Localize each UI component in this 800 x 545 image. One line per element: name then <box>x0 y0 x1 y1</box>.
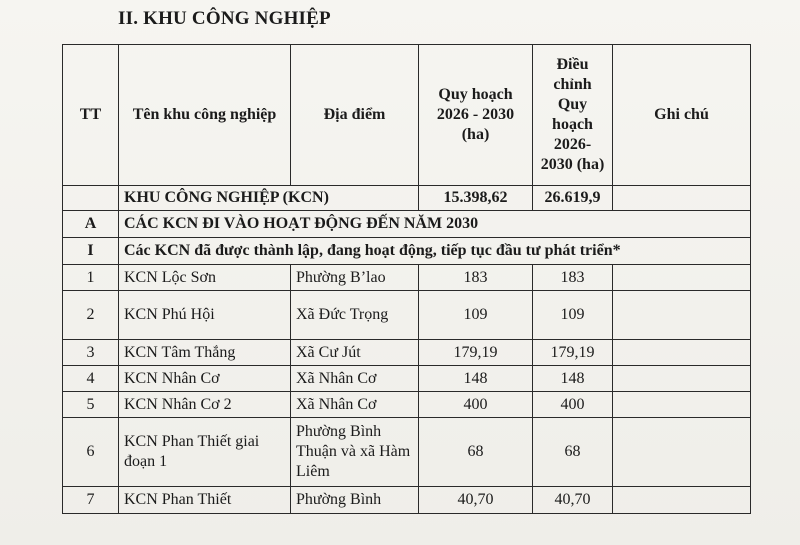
row-plan: 148 <box>419 366 533 392</box>
total-plan: 15.398,62 <box>419 186 533 211</box>
header-location: Địa điểm <box>291 45 419 186</box>
total-tt <box>63 186 119 211</box>
row-location: Xã Đức Trọng <box>291 291 419 340</box>
header-note: Ghi chú <box>613 45 751 186</box>
row-name: KCN Phan Thiết giai đoạn 1 <box>119 418 291 487</box>
group-a-label: CÁC KCN ĐI VÀO HOẠT ĐỘNG ĐẾN NĂM 2030 <box>119 211 751 238</box>
header-adjusted: Điều chỉnh Quy hoạch 2026-2030 (ha) <box>533 45 613 186</box>
row-location: Phường B’lao <box>291 265 419 291</box>
row-name: KCN Nhân Cơ 2 <box>119 392 291 418</box>
row-tt: 6 <box>63 418 119 487</box>
row-tt: 7 <box>63 487 119 514</box>
total-note <box>613 186 751 211</box>
row-tt: 4 <box>63 366 119 392</box>
group-a-tt: A <box>63 211 119 238</box>
row-adjusted: 400 <box>533 392 613 418</box>
row-name: KCN Tâm Thắng <box>119 340 291 366</box>
row-note <box>613 392 751 418</box>
section-title: II. KHU CÔNG NGHIỆP <box>118 8 331 29</box>
row-note <box>613 487 751 514</box>
row-plan: 40,70 <box>419 487 533 514</box>
industrial-zone-table <box>62 44 751 514</box>
table-row <box>63 340 751 366</box>
row-plan: 179,19 <box>419 340 533 366</box>
row-note <box>613 418 751 487</box>
table-row <box>63 265 751 291</box>
table-row <box>63 392 751 418</box>
row-adjusted: 183 <box>533 265 613 291</box>
row-note <box>613 366 751 392</box>
table-row <box>63 418 751 487</box>
row-note <box>613 265 751 291</box>
row-adjusted: 179,19 <box>533 340 613 366</box>
row-name: KCN Phan Thiết <box>119 487 291 514</box>
row-location: Xã Nhân Cơ <box>291 392 419 418</box>
row-location: Xã Nhân Cơ <box>291 366 419 392</box>
row-note <box>613 291 751 340</box>
row-tt: 1 <box>63 265 119 291</box>
header-tt: TT <box>63 45 119 186</box>
header-plan: Quy hoạch 2026 - 2030 (ha) <box>419 45 533 186</box>
table-header-row <box>63 45 751 186</box>
row-adjusted: 109 <box>533 291 613 340</box>
total-label: KHU CÔNG NGHIỆP (KCN) <box>119 186 419 211</box>
total-row <box>63 186 751 211</box>
group-i-row <box>63 238 751 265</box>
row-adjusted: 40,70 <box>533 487 613 514</box>
row-name: KCN Lộc Sơn <box>119 265 291 291</box>
row-tt: 3 <box>63 340 119 366</box>
total-adjusted: 26.619,9 <box>533 186 613 211</box>
row-adjusted: 68 <box>533 418 613 487</box>
table-row <box>63 487 751 514</box>
row-tt: 2 <box>63 291 119 340</box>
row-name: KCN Nhân Cơ <box>119 366 291 392</box>
group-i-label: Các KCN đã được thành lập, đang hoạt động, tiếp tục đầu tư phát triển* <box>119 238 751 265</box>
table-row <box>63 366 751 392</box>
row-location: Phường Bình Thuận và xã Hàm Liêm <box>291 418 419 487</box>
row-adjusted: 148 <box>533 366 613 392</box>
group-i-tt: I <box>63 238 119 265</box>
row-plan: 183 <box>419 265 533 291</box>
row-location: Phường Bình <box>291 487 419 514</box>
row-plan: 109 <box>419 291 533 340</box>
group-a-row <box>63 211 751 238</box>
row-plan: 68 <box>419 418 533 487</box>
header-name: Tên khu công nghiệp <box>119 45 291 186</box>
row-name: KCN Phú Hội <box>119 291 291 340</box>
row-tt: 5 <box>63 392 119 418</box>
row-location: Xã Cư Jút <box>291 340 419 366</box>
table-row <box>63 291 751 340</box>
row-plan: 400 <box>419 392 533 418</box>
row-note <box>613 340 751 366</box>
